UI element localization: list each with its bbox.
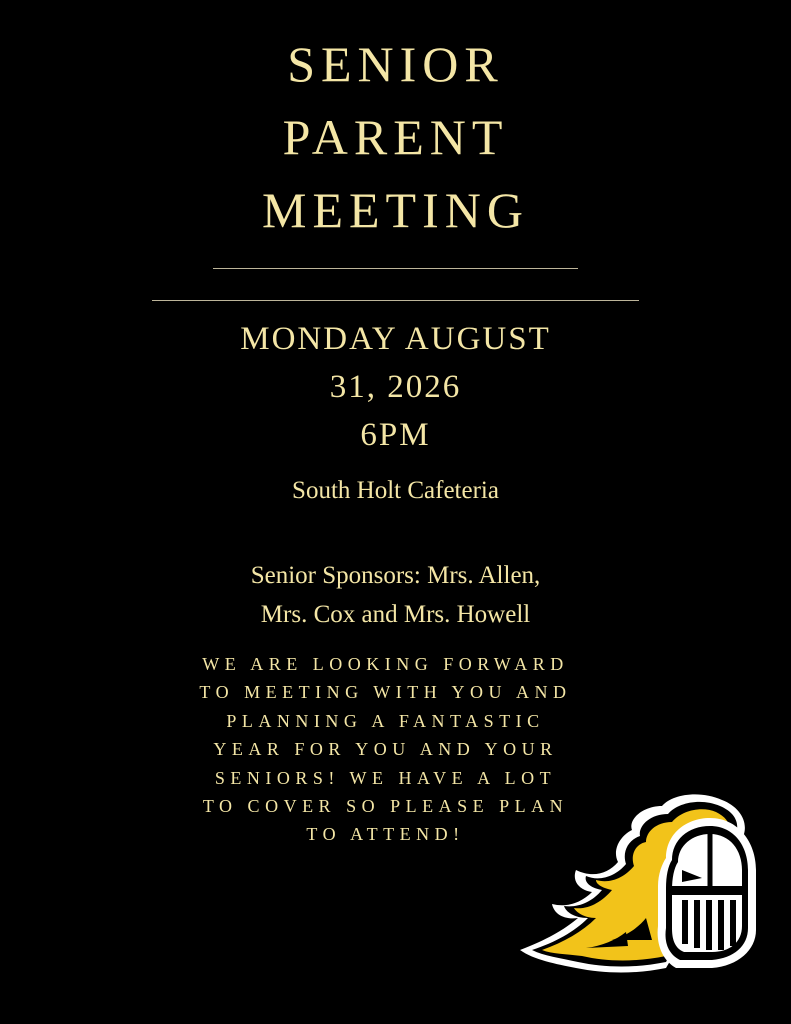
sponsors-line-1: Senior Sponsors: Mrs. Allen, bbox=[250, 562, 541, 589]
helmet bbox=[658, 818, 756, 968]
message-line: YEAR FOR YOU AND YOUR bbox=[213, 739, 558, 760]
title-line-2: PARENT bbox=[282, 109, 509, 165]
message-line: TO ATTEND! bbox=[306, 824, 465, 845]
date-line-2: 31, 2026 bbox=[329, 369, 462, 405]
divider-short bbox=[213, 268, 578, 269]
event-time: 6PM bbox=[360, 417, 431, 453]
message-line: TO MEETING WITH YOU AND bbox=[199, 682, 572, 703]
date-line-1: MONDAY AUGUST bbox=[240, 321, 551, 357]
divider-long bbox=[152, 300, 639, 301]
sponsors-line-2: Mrs. Cox and Mrs. Howell bbox=[260, 601, 531, 628]
senior-sponsors bbox=[0, 556, 791, 634]
knight-helmet-icon bbox=[516, 790, 760, 976]
message-line: TO COVER SO PLEASE PLAN bbox=[202, 796, 569, 817]
title-line-1: SENIOR bbox=[287, 36, 504, 92]
message-line: PLANNING A FANTASTIC bbox=[226, 710, 545, 731]
title-line-3: MEETING bbox=[262, 182, 529, 238]
message-line: SENIORS! WE HAVE A LOT bbox=[214, 767, 557, 788]
message-line: WE ARE LOOKING FORWARD bbox=[202, 654, 569, 674]
event-title bbox=[0, 28, 791, 247]
event-location: South Holt Cafeteria bbox=[292, 477, 499, 504]
event-date bbox=[0, 315, 791, 459]
